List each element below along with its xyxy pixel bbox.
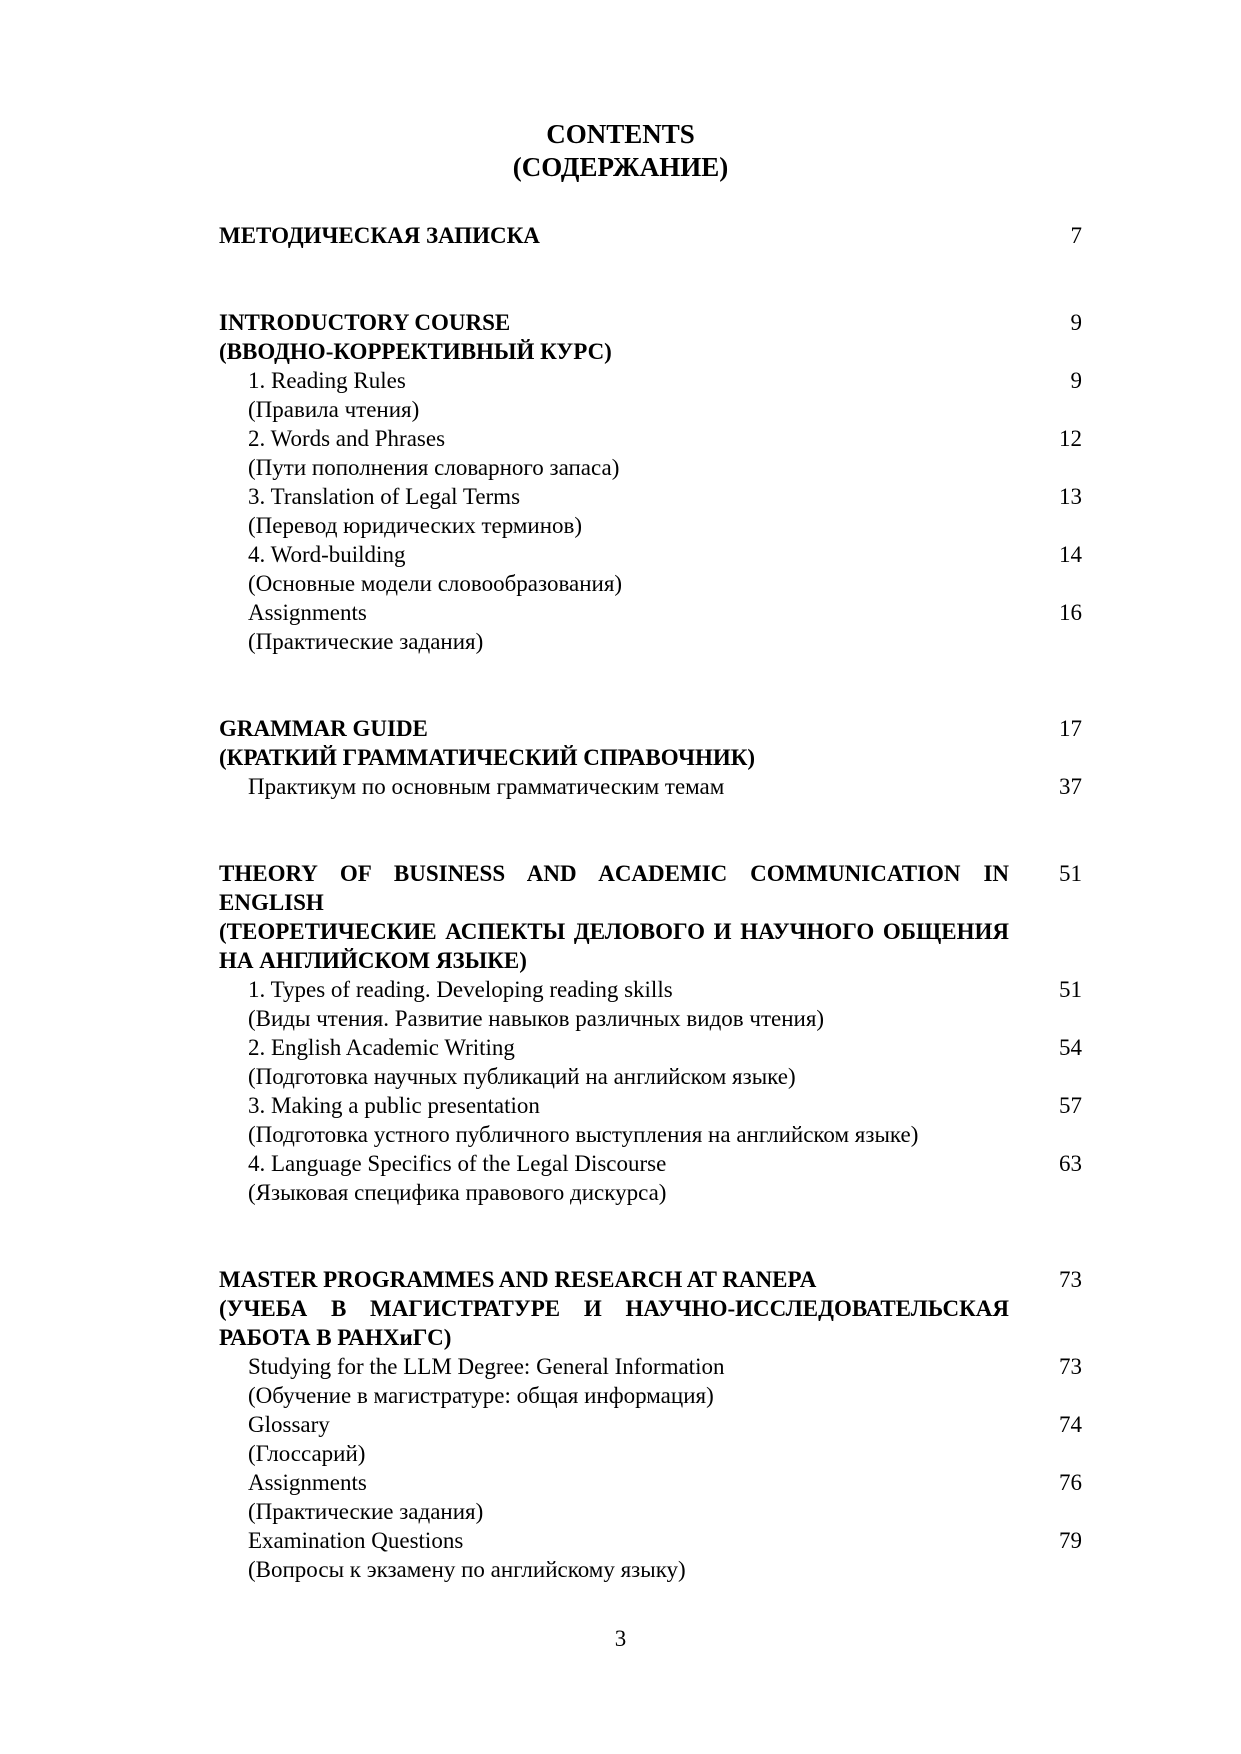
- toc-entry[interactable]: [219, 366, 1082, 424]
- toc-entry[interactable]: [219, 598, 1082, 656]
- section-page-number: 9: [1070, 310, 1082, 335]
- entry-page-number: 13: [1059, 484, 1082, 509]
- entry-title: 4. Word-building: [248, 542, 406, 567]
- entry-subtitle: (Подготовка научных публикаций на английском языке): [248, 1064, 796, 1089]
- section-heading: (ВВОДНО-КОРРЕКТИВНЫЙ КУРС): [219, 339, 612, 364]
- entry-title: 2. Words and Phrases: [248, 426, 446, 451]
- entry-subtitle: (Подготовка устного публичного выступления на английском языке): [248, 1122, 919, 1147]
- entry-page-number: 37: [1059, 774, 1082, 799]
- toc-entry[interactable]: [219, 1033, 1082, 1091]
- section-page-number: 17: [1059, 716, 1082, 741]
- entry-page-number: 9: [1070, 368, 1082, 393]
- entry-title: 2. English Academic Writing: [248, 1035, 515, 1060]
- section-heading: (КРАТКИЙ ГРАММАТИЧЕСКИЙ СПРАВОЧНИК): [219, 745, 756, 770]
- section-heading-row[interactable]: [219, 308, 1082, 366]
- title-russian: (СОДЕРЖАНИЕ): [512, 152, 729, 182]
- entry-page-number: 51: [1059, 977, 1082, 1002]
- entry-title: Assignments: [248, 1470, 367, 1495]
- toc-entry[interactable]: [219, 772, 1082, 801]
- entry-page-number: 74: [1059, 1412, 1082, 1437]
- entry-page-number: 73: [1059, 1354, 1082, 1379]
- toc-section: [219, 859, 1082, 1207]
- entry-page-number: 12: [1059, 426, 1082, 451]
- entry-page-number: 54: [1059, 1035, 1082, 1060]
- toc-section: [219, 221, 1082, 250]
- entry-title: Studying for the LLM Degree: General Information: [248, 1354, 725, 1379]
- contents-title: [0, 118, 1241, 184]
- toc-entry[interactable]: [219, 1526, 1082, 1584]
- toc-entry[interactable]: [219, 482, 1082, 540]
- section-spacer: [219, 1207, 1082, 1265]
- toc-section: [219, 1265, 1082, 1584]
- entry-subtitle: (Практические задания): [248, 629, 484, 654]
- section-heading: (ТЕОРЕТИЧЕСКИЕ АСПЕКТЫ ДЕЛОВОГО И НАУЧНОГО ОБЩЕНИЯ НА АНГЛИЙСКОМ ЯЗЫКЕ): [219, 919, 1009, 973]
- entry-page-number: 16: [1059, 600, 1082, 625]
- entry-subtitle: (Вопросы к экзамену по английскому языку): [248, 1557, 686, 1582]
- toc-entry[interactable]: [219, 1468, 1082, 1526]
- entry-page-number: 57: [1059, 1093, 1082, 1118]
- toc-entry[interactable]: [219, 1149, 1082, 1207]
- entry-title: 1. Reading Rules: [248, 368, 406, 393]
- entry-page-number: 63: [1059, 1151, 1082, 1176]
- section-heading-row[interactable]: [219, 714, 1082, 772]
- section-heading: THEORY OF BUSINESS AND ACADEMIC COMMUNICATION IN ENGLISH: [219, 861, 1009, 915]
- section-page-number: 73: [1059, 1267, 1082, 1292]
- entry-subtitle: (Основные модели словообразования): [248, 571, 623, 596]
- page-number: 3: [614, 1626, 627, 1651]
- toc-entry[interactable]: [219, 424, 1082, 482]
- section-spacer: [219, 801, 1082, 859]
- toc-section: [219, 308, 1082, 656]
- entry-subtitle: (Пути пополнения словарного запаса): [248, 455, 620, 480]
- section-heading: МЕТОДИЧЕСКАЯ ЗАПИСКА: [219, 223, 540, 248]
- section-heading: (УЧЕБА В МАГИСТРАТУРЕ И НАУЧНО-ИССЛЕДОВАТЕЛЬСКАЯ РАБОТА В РАНХиГС): [219, 1296, 1009, 1350]
- entry-subtitle: (Виды чтения. Развитие навыков различных видов чтения): [248, 1006, 825, 1031]
- toc-entry[interactable]: [219, 540, 1082, 598]
- toc-section: [219, 714, 1082, 801]
- entry-title: 3. Making a public presentation: [248, 1093, 540, 1118]
- table-of-contents: [219, 221, 1082, 1584]
- section-heading: GRAMMAR GUIDE: [219, 716, 428, 741]
- entry-page-number: 14: [1059, 542, 1082, 567]
- section-heading: MASTER PROGRAMMES AND RESEARCH AT RANEPA: [219, 1267, 817, 1292]
- entry-subtitle: (Перевод юридических терминов): [248, 513, 583, 538]
- section-heading-row[interactable]: [219, 1265, 1082, 1352]
- title-english: CONTENTS: [546, 119, 695, 149]
- entry-page-number: 79: [1059, 1528, 1082, 1553]
- section-heading-row[interactable]: [219, 859, 1082, 975]
- entry-subtitle: (Языковая специфика правового дискурса): [248, 1180, 667, 1205]
- toc-entry[interactable]: [219, 975, 1082, 1033]
- entry-subtitle: (Практические задания): [248, 1499, 484, 1524]
- entry-title: 3. Translation of Legal Terms: [248, 484, 521, 509]
- section-spacer: [219, 250, 1082, 308]
- entry-page-number: 76: [1059, 1470, 1082, 1495]
- entry-title: Examination Questions: [248, 1528, 464, 1553]
- entry-title: Glossary: [248, 1412, 330, 1437]
- toc-entry[interactable]: [219, 1352, 1082, 1410]
- toc-entry[interactable]: [219, 1091, 1082, 1149]
- entry-subtitle: (Обучение в магистратуре: общая информация): [248, 1383, 714, 1408]
- entry-title: 4. Language Specifics of the Legal Discourse: [248, 1151, 667, 1176]
- section-spacer: [219, 656, 1082, 714]
- entry-title: Практикум по основным грамматическим темам: [248, 774, 725, 799]
- section-page-number: 51: [1059, 861, 1082, 886]
- entry-title: Assignments: [248, 600, 367, 625]
- section-heading-row[interactable]: [219, 221, 1082, 250]
- entry-subtitle: (Правила чтения): [248, 397, 420, 422]
- section-page-number: 7: [1070, 223, 1082, 248]
- entry-title: 1. Types of reading. Developing reading skills: [248, 977, 673, 1002]
- section-heading: INTRODUCTORY COURSE: [219, 310, 511, 335]
- toc-entry[interactable]: [219, 1410, 1082, 1468]
- entry-subtitle: (Глоссарий): [248, 1441, 366, 1466]
